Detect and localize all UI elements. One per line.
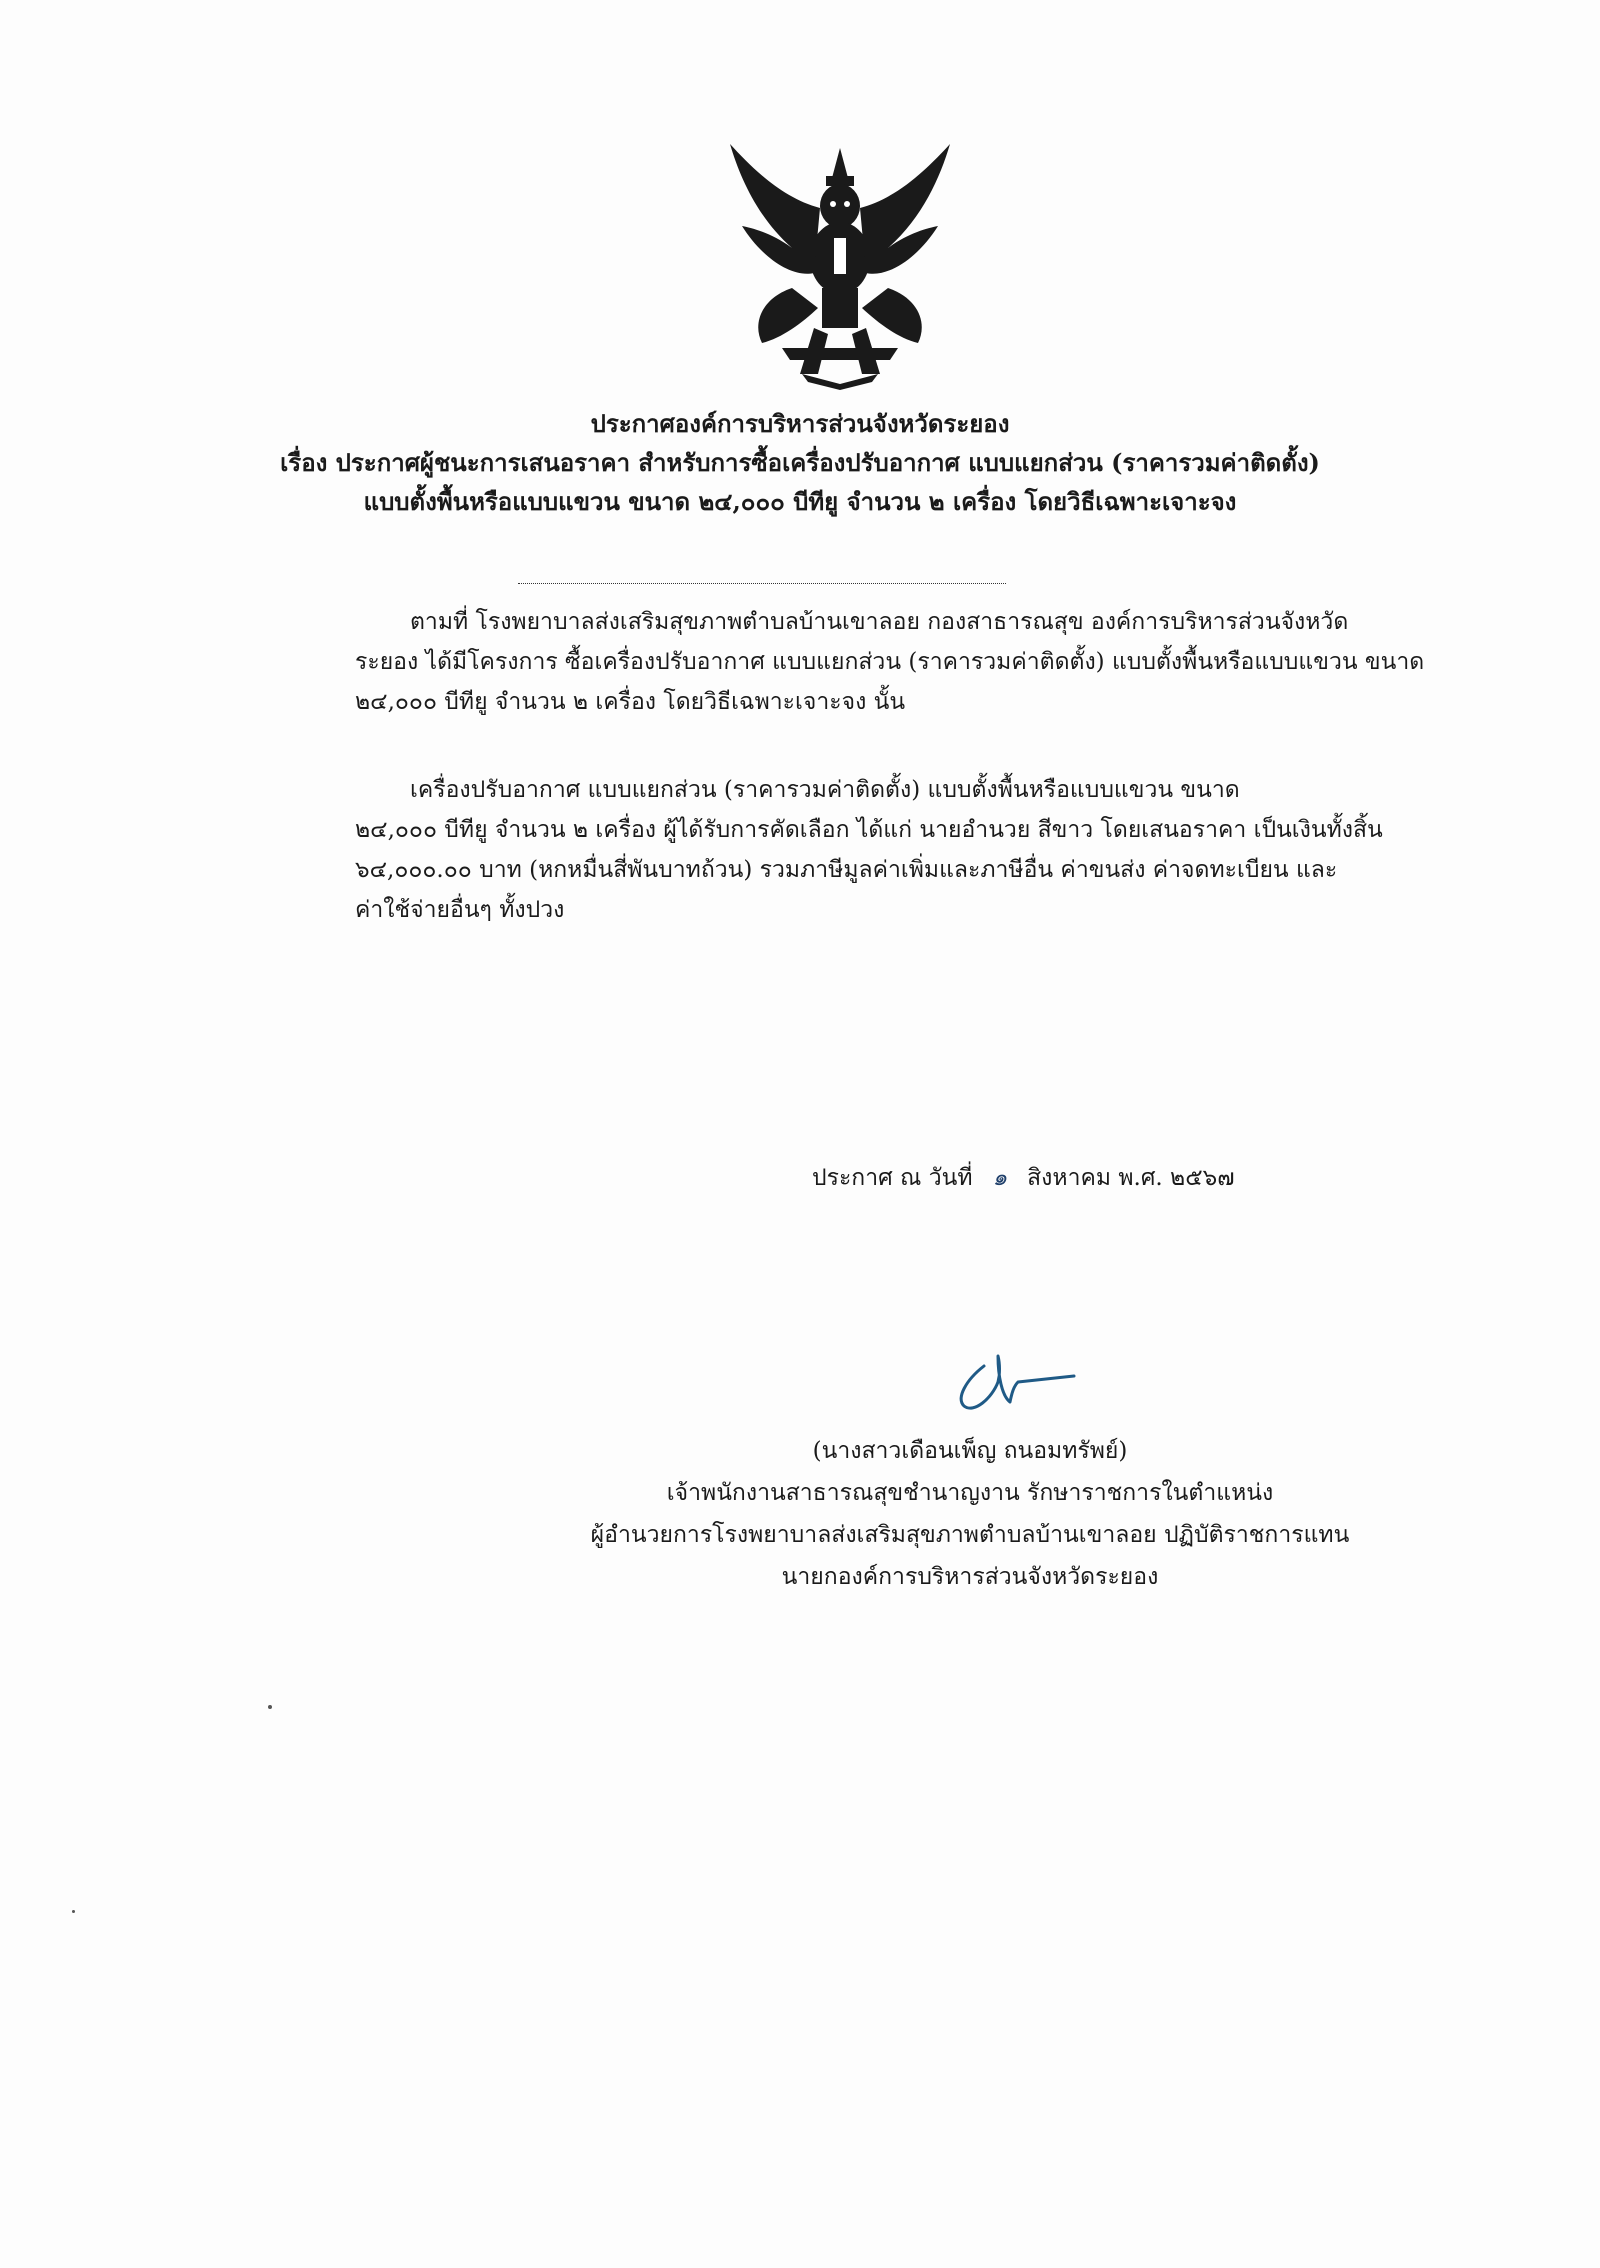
header-subject-continued: แบบตั้งพื้นหรือแบบแขวน ขนาด ๒๔,๐๐๐ บีทียู จำนวน ๒ เครื่อง โดยวิธีเฉพาะเจาะจง [363,487,1237,516]
signer-position: ผู้อำนวยการโรงพยาบาลส่งเสริมสุขภาพตำบลบ้านเขาลอย ปฏิบัติราชการแทน [590,1522,1350,1548]
header-title: ประกาศองค์การบริหารส่วนจังหวัดระยอง [590,409,1010,438]
paragraph-line: ค่าใช้จ่ายอื่นๆ ทั้งปวง [355,897,565,923]
header-divider [518,583,1006,584]
announcement-date [812,1160,1235,1196]
garuda-emblem [722,138,958,390]
paragraph-1 [355,602,1455,722]
signer-position: เจ้าพนักงานสาธารณสุขชำนาญงาน รักษาราชการในตำแหน่ง [666,1480,1274,1506]
date-month-year: สิงหาคม พ.ศ. ๒๕๖๗ [1027,1165,1235,1191]
scan-speck [72,1910,75,1913]
scan-speck [268,1705,272,1709]
header-subject: เรื่อง ประกาศผู้ชนะการเสนอราคา สำหรับการซื้อเครื่องปรับอากาศ แบบแยกส่วน (ราคารวมค่าติดตั้ง) [280,448,1320,477]
paragraph-2 [355,770,1455,930]
paragraph-line: ตามที่ โรงพยาบาลส่งเสริมสุขภาพตำบลบ้านเขาลอย กองสาธารณสุข องค์การบริหารส่วนจังหวัด [410,609,1349,635]
signature-mark [946,1346,1076,1418]
paragraph-line: ระยอง ได้มีโครงการ ซื้อเครื่องปรับอากาศ แบบแยกส่วน (ราคารวมค่าติดตั้ง) แบบตั้งพื้นหรือแบบแขวน ขนาด [355,649,1425,675]
announcement-header [140,404,1460,521]
signer-name: (นางสาวเดือนเพ็ญ ถนอมทรัพย์) [812,1438,1128,1464]
paragraph-line: ๒๔,๐๐๐ บีทียู จำนวน ๒ เครื่อง ผู้ได้รับการคัดเลือก ได้แก่ นายอำนวย สีขาว โดยเสนอราคา เป็นเงินทั้งสิ้น [355,817,1383,843]
signer-block [440,1430,1500,1598]
paragraph-line: เครื่องปรับอากาศ แบบแยกส่วน (ราคารวมค่าติดตั้ง) แบบตั้งพื้นหรือแบบแขวน ขนาด [410,777,1240,803]
signer-position: นายกองค์การบริหารส่วนจังหวัดระยอง [781,1564,1159,1590]
date-prefix: ประกาศ ณ วันที่ [812,1165,973,1191]
date-day: ๑ [992,1165,1008,1191]
paragraph-line: ๒๔,๐๐๐ บีทียู จำนวน ๒ เครื่อง โดยวิธีเฉพาะเจาะจง นั้น [355,689,906,715]
paragraph-line: ๖๔,๐๐๐.๐๐ บาท (หกหมื่นสี่พันบาทถ้วน) รวมภาษีมูลค่าเพิ่มและภาษีอื่น ค่าขนส่ง ค่าจดทะเบียน และ [355,857,1338,883]
